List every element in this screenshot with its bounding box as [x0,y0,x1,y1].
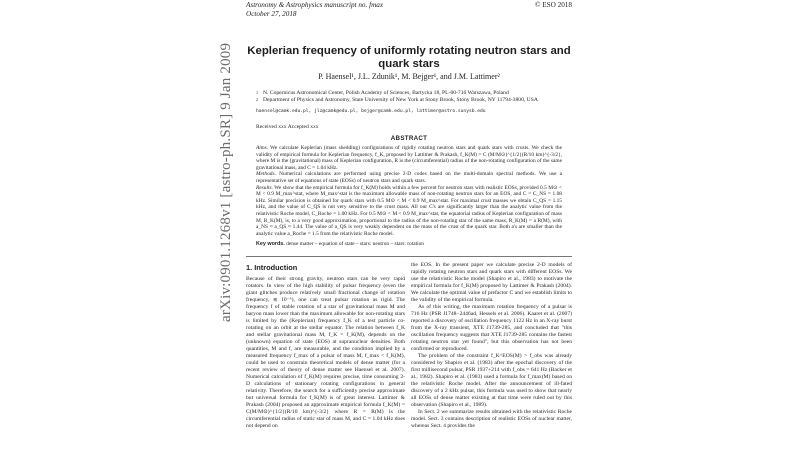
affiliation-number: 2 [256,97,259,102]
abstract-heading: ABSTRACT [390,135,428,142]
results-label: Results. [256,184,273,191]
keywords-text: dense matter – equation of state – stars: neutron – stars: rotation [286,241,424,247]
paragraph: Because of their strong gravity, neutron stars can be very rapid rotators. In view of the high stability of pulsar frequency (even the giant glitches produce relatively small fractional change of rotation frequency, ≲ 10⁻⁵), one can treat pulsar rotation as rigid. The frequency f of stable rotation of a star of gravitational mass M and baryon mass lower than the maximum allowable for non-rotating stars is limited by the (Keplerian) frequency f_K of a test particle co-rotating on an orbit at the stellar equator. The relation between f_K and stellar gravitational mass M, f_K = f_K(M), depends on the (unknown) equation of state (EOS) at supranuclear densities. Both quantities, M and f, are measurable, and the condition implied by a measured frequency f_max of a pulsar of mass M, f_max < f_K(M), could be used to constrain theoretical models of dense matter (for a recent review of theory of dense matter see Haensel et al. 2007). Numerical calculation of f_K(M) requires precise, time consuming 2-D calculations of stationary rotating configurations in general relativity. Therefore, the search for a sufficiently precise approximate but universal formula for f_K(M) is of great interest. Lattimer & Prakash (2004) proposed an approximate empirical formula f_K(M) = C(M/M⊙)^{1/2}(R/10 km)^{-3/2} where R = R(M) is the circumferential radius of static star of mass M, and C = 1.04 kHz does not depend on [246,276,405,429]
affiliation-text: Department of Physics and Astronomy, State University of New York at Stony Brook, Stony Brook, NY 11794-3800, USA [263,97,538,103]
methods-label: Methods. [256,171,276,178]
abstract-body [256,145,562,237]
paper-title: Keplerian frequency of uniformly rotating neutron stars and quark stars [247,45,571,70]
methods-text: Numerical calculations are performed using precise 2-D codes based on the multi-domain spectral methods. We use a representative set of equations of state (EOSs) of neutron stars and quark stars. [256,171,562,184]
journal-name: Astronomy & Astrophysics manuscript no. fmax [246,1,384,9]
abstract-methods [256,171,562,184]
header-date: October 27, 2018 [246,9,297,18]
arxiv-stamp[interactable]: arXiv:0901.1268v1 [astro-ph.SR] 9 Jan 2009 [218,42,234,322]
affiliation-number: 1 [256,90,259,95]
paragraph: As of this writing, the maximum rotation frequency of a pulsar is 716 Hz (PSR J1748−2446ad, Hessels et al. 2006). Kaaret et al. (2007) reported a discovery of oscillation frequency 1122 Hz in an X-ray burst from the X-ray transient, XTE J1739-285, and concluded that "this oscillation frequency suggests that XTE J1739-285 contains the fastest rotating neutron star yet found", but this observation has not been confirmed or reproduced. [411,304,572,352]
keywords [256,241,562,248]
affiliations [256,90,572,115]
abstract-results [256,185,562,238]
received-line: Received xxx Accepted xxx [256,124,319,130]
affiliation-text: N. Copernicus Astronomical Center, Polish Academy of Sciences, Bartycka 18, PL-00-716 Warszawa, Poland [263,90,509,96]
keywords-label: Key words. [256,241,285,247]
paragraph: In Sect. 2 we summarize results obtained with the relativistic Roche model. Sect. 3 contains description of realistic EOSs of nuclear matter, whereas Sect. 4 provides the [411,409,572,429]
affiliation-2 [256,97,572,104]
author-list: P. Haensel¹, J.L. Zdunik¹, M. Bejger¹, and J.M. Lattimer² [318,72,500,81]
left-column [246,276,405,450]
aims-text: We calculate Keplerian (mass shedding) configurations of rigidly rotating neutron stars and quark stars with crusts. We check the validity of empirical formula for Keplerian frequency, f_K, proposed by Lattimer & Prakash, f_K(M) = C (M/M⊙)^{1/2}(R/10 km)^{-3/2}, where M is the (gravitational) mass of Keplerian configuration, R is the (circumferential) radius of the non-rotating configuration of the same gravitational mass, and C = 1.04 kHz. [256,145,562,171]
paragraph: the EOS. In the present paper we calculate precise 2-D models of rapidly rotating neutron stars and quark stars with different EOSs. We use the relativistic Roche model (Shapiro et al., 1983) to motivate the empirical formula for f_K(M) proposed by Lattimer & Prakash (2004). We calculate the optimal value of prefactor C and we establish limits to the validity of the empirical formula. [411,262,572,303]
section-divider [246,256,572,257]
right-column [411,262,572,450]
abstract-aims [256,145,562,171]
aims-label: Aims. [256,145,269,151]
paragraph: The problem of the constraint f_K^EOS(M) > f_obs was already considered by Shapiro et al. (1983) after the epochal discovery of the first millisecond pulsar, PSR 1937+214 with f_obs = 641 Hz (Backer et al., 1982). Shapiro et al. (1983) used a formula for f_max(M) based on the relativistic Roche model. After the announcement of ill-fated discovery of a 2 kHz pulsar, this formula was used to show that nearly all EOSs of dense matter existing at that time were ruled out by this observation (Shapiro et al., 1989). [411,353,572,408]
running-header [246,1,383,18]
copyright-notice: © ESO 2018 [534,1,572,9]
results-text: We show that the empirical formula for f_K(M) holds within a few percent for neutron stars with realistic EOSs, provided 0.5 M⊙ < M < 0.9 M_max^stat, where M_max^stat is the maximum allowable mass of non-rotating neutron stars for an EOS, and C = C_NS = 1.08 kHz. Similar precision is obtained for quark stars with 0.5 M⊙ < M < 0.9 M_max^stat. For maximal crust masses we obtain C_QS = 1.15 kHz, and the value of C_QS is not very sensitive to the crust mass. All our C's are significantly larger than the analytic value from the relativistic Roche model, C_Roche = 1.00 kHz. For 0.5 M⊙ < M < 0.9 M_max^stat, the equatorial radius of Keplerian configuration of mass M, R_K(M), is, to a very good approximation, proportional to the radius of the non-rotating star of the same mass, R_K(M) = a R(M), with a_NS ≈ a_QS ≈ 1.44. The value of a_QS is very weakly dependent on the mass of the crust of the quark star. Both a's are smaller than the analytic value a_Roche = 1.5 from the relativistic Roche model. [256,184,562,237]
section-heading-introduction: 1. Introduction [246,263,298,272]
author-emails[interactable]: haensel@camk.edu.pl, jlz@camk@edu.pl, bejger@camk.edu.pl, lattimer@astro.sunysb.edu [256,109,486,114]
affiliation-1 [256,90,572,97]
